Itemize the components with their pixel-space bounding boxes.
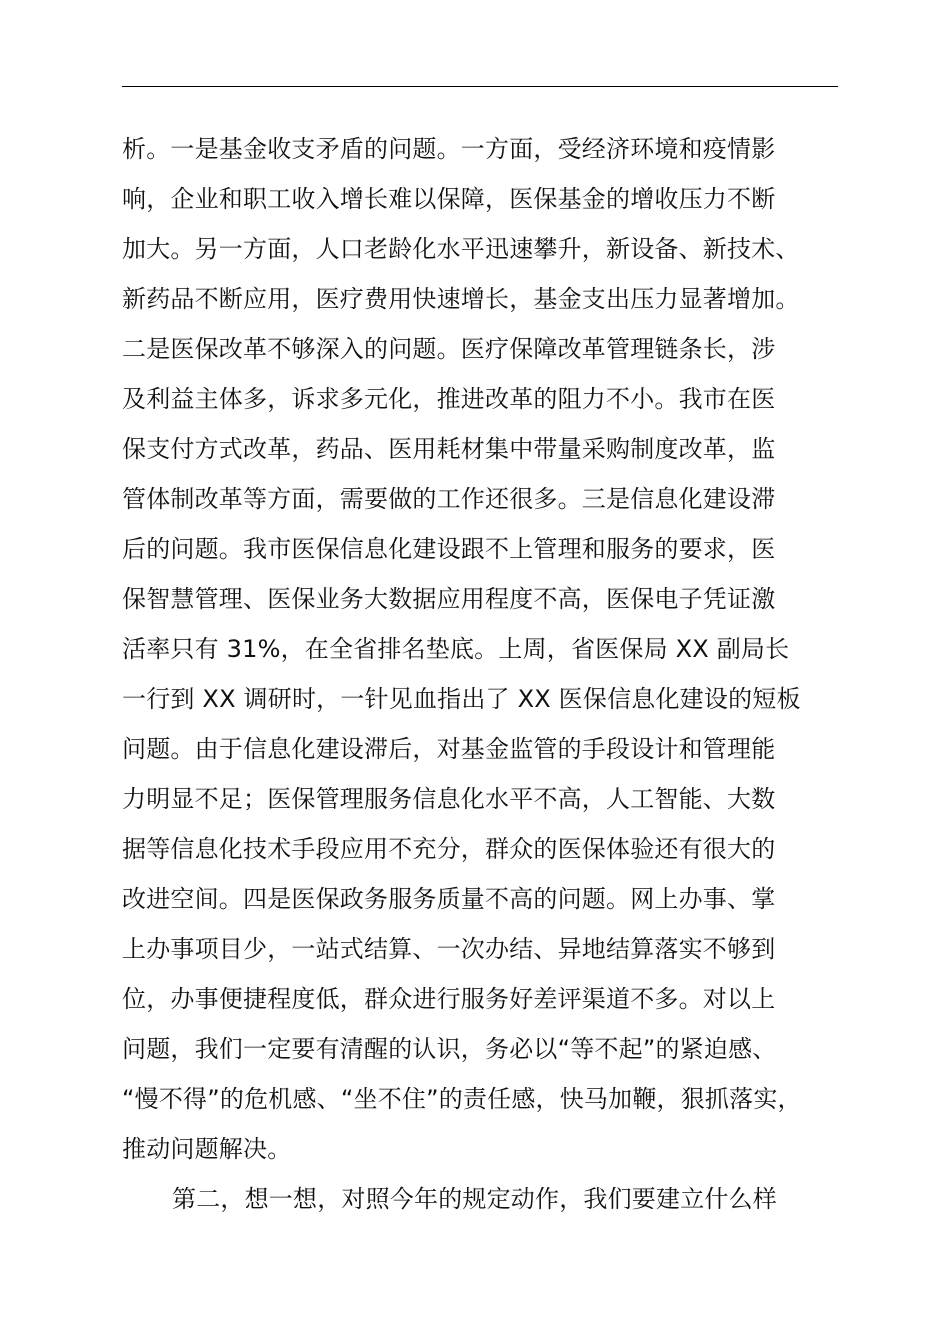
text-line: 位，办事便捷程度低，群众进行服务好差评渠道不多。对以上 — [122, 985, 776, 1013]
text-line: 响，企业和职工收入增长难以保障，医保基金的增收压力不断 — [122, 185, 776, 213]
text-line: 加大。另一方面，人口老龄化水平迅速攀升，新设备、新技术、 — [122, 235, 800, 263]
text-line: 力明显不足；医保管理服务信息化水平不高，人工智能、大数 — [122, 785, 776, 813]
text-line: 管体制改革等方面，需要做的工作还很多。三是信息化建设滞 — [122, 485, 776, 513]
text-line: 保支付方式改革，药品、医用耗材集中带量采购制度改革，监 — [122, 435, 776, 463]
text-line: 问题，我们一定要有清醒的认识，务必以“等不起”的紧迫感、 — [122, 1035, 777, 1063]
text-line: 保智慧管理、医保业务大数据应用程度不高，医保电子凭证激 — [122, 585, 776, 613]
text-line: “慢不得”的危机感、“坐不住”的责任感，快马加鞭，狠抓落实， — [122, 1085, 802, 1113]
text-line: 析。一是基金收支矛盾的问题。一方面，受经济环境和疫情影 — [122, 135, 776, 163]
text-line: 问题。由于信息化建设滞后，对基金监管的手段设计和管理能 — [122, 735, 776, 763]
text-line: 新药品不断应用，医疗费用快速增长，基金支出压力显著增加。 — [122, 285, 800, 313]
text-line: 及利益主体多，诉求多元化，推进改革的阻力不小。我市在医 — [122, 385, 776, 413]
document-body — [122, 124, 862, 1224]
text-line: 后的问题。我市医保信息化建设跟不上管理和服务的要求，医 — [122, 535, 776, 563]
text-line: 活率只有 31%，在全省排名垫底。上周，省医保局 XX 副局长 — [122, 635, 790, 663]
text-line: 一行到 XX 调研时，一针见血指出了 XX 医保信息化建设的短板 — [122, 685, 801, 713]
text-line: 二是医保改革不够深入的问题。医疗保障改革管理链条长，涉 — [122, 335, 776, 363]
text-line: 上办事项目少，一站式结算、一次办结、异地结算落实不够到 — [122, 935, 776, 963]
text-line: 推动问题解决。 — [122, 1135, 292, 1163]
text-line: 据等信息化技术手段应用不充分，群众的医保体验还有很大的 — [122, 835, 776, 863]
header-divider — [122, 86, 838, 87]
next-paragraph-line: 第二，想一想，对照今年的规定动作，我们要建立什么样 — [172, 1185, 777, 1213]
text-line: 改进空间。四是医保政务服务质量不高的问题。网上办事、掌 — [122, 885, 776, 913]
